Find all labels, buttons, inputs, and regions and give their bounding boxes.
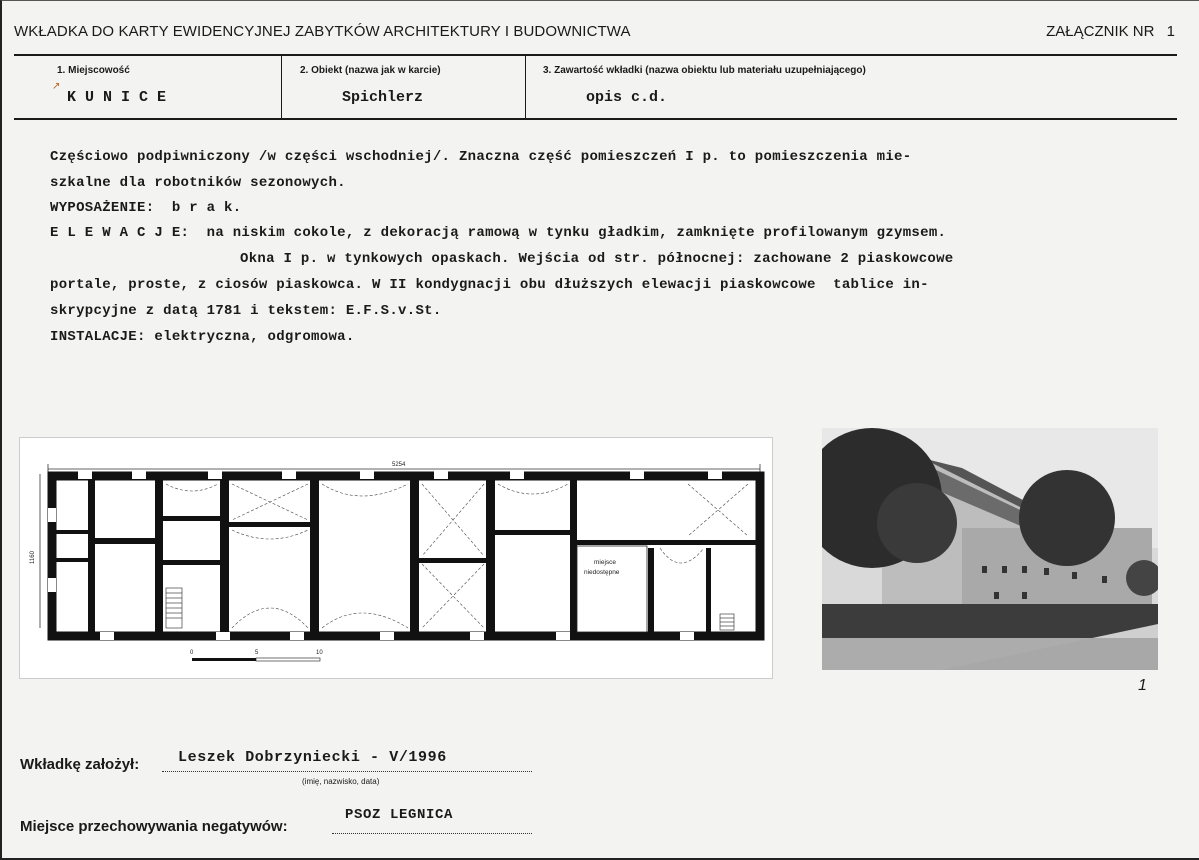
annex-number: 1 [1166, 23, 1175, 40]
field-divider-2 [525, 56, 526, 118]
locality-value: K U N I C E [67, 89, 167, 106]
founder-hint: (imię, nazwisko, data) [302, 777, 380, 786]
dim-length: 5254 [392, 462, 406, 468]
founder-dotted-line [162, 769, 532, 772]
room-note-2: niedostępne [584, 569, 620, 576]
annex-label [1046, 23, 1175, 40]
storage-dotted-line [332, 831, 532, 834]
contents-value: opis c.d. [586, 89, 668, 106]
elevations-line-1: E L E W A C J E: na niskim cokole, z dekoracją ramową w tynku gładkim, zamknięte profilowanym gzymsem. [50, 225, 947, 241]
storage-value: PSOZ LEGNICA [345, 807, 454, 823]
elevations-line-3: portale, proste, z ciosów piaskowca. W II kondygnacji obu dłuższych elewacji piaskowcowe tablice in- [50, 277, 929, 293]
object-value: Spichlerz [342, 89, 424, 106]
locality-label: 1. Miejscowość [57, 65, 130, 76]
elevations-line-2: Okna I p. w tynkowych opaskach. Wejścia od str. północnej: zachowane 2 piaskowcowe [240, 251, 954, 267]
scale-5: 5 [255, 650, 259, 656]
pencil-mark-icon: ↗ [52, 81, 61, 92]
founder-label: Wkładkę założył: [20, 756, 140, 773]
description-line-2: szkalne dla robotników sezonowych. [50, 175, 346, 191]
document-title: WKŁADKA DO KARTY EWIDENCYJNEJ ZABYTKÓW ARCHITEKTURY I BUDOWNICTWA [14, 23, 631, 40]
annex-text: ZAŁĄCZNIK NR [1046, 23, 1155, 40]
floor-plan-svg [20, 438, 772, 678]
founder-value: Leszek Dobrzyniecki - V/1996 [178, 749, 447, 766]
object-label: 2. Obiekt (nazwa jak w karcie) [300, 65, 441, 76]
scale-10: 10 [316, 650, 323, 656]
storage-label: Miejsce przechowywania negatywów: [20, 818, 288, 835]
description-line-1: Częściowo podpiwniczony /w części wschodniej/. Znaczna część pomieszczeń I p. to pomieszczenia mie- [50, 149, 912, 165]
header-rule-top [14, 54, 1177, 56]
equipment-line: WYPOSAŻENIE: b r a k. [50, 200, 242, 216]
room-note-1: miejsce [594, 559, 617, 566]
field-divider-1 [281, 56, 282, 118]
elevations-line-4: skrypcyjne z datą 1781 i tekstem: E.F.S.v.St. [50, 303, 442, 319]
scale-0: 0 [190, 650, 194, 656]
photo-number: 1 [1138, 677, 1147, 694]
photo-svg [822, 428, 1158, 670]
granary-photograph [822, 428, 1158, 670]
floor-plan-drawing [19, 437, 773, 679]
installations-line: INSTALACJE: elektryczna, odgromowa. [50, 329, 355, 345]
header-rule-bottom [14, 118, 1177, 120]
dim-width: 1160 [30, 551, 36, 564]
contents-label: 3. Zawartość wkładki (nazwa obiektu lub materiału uzupełniającego) [543, 65, 866, 76]
